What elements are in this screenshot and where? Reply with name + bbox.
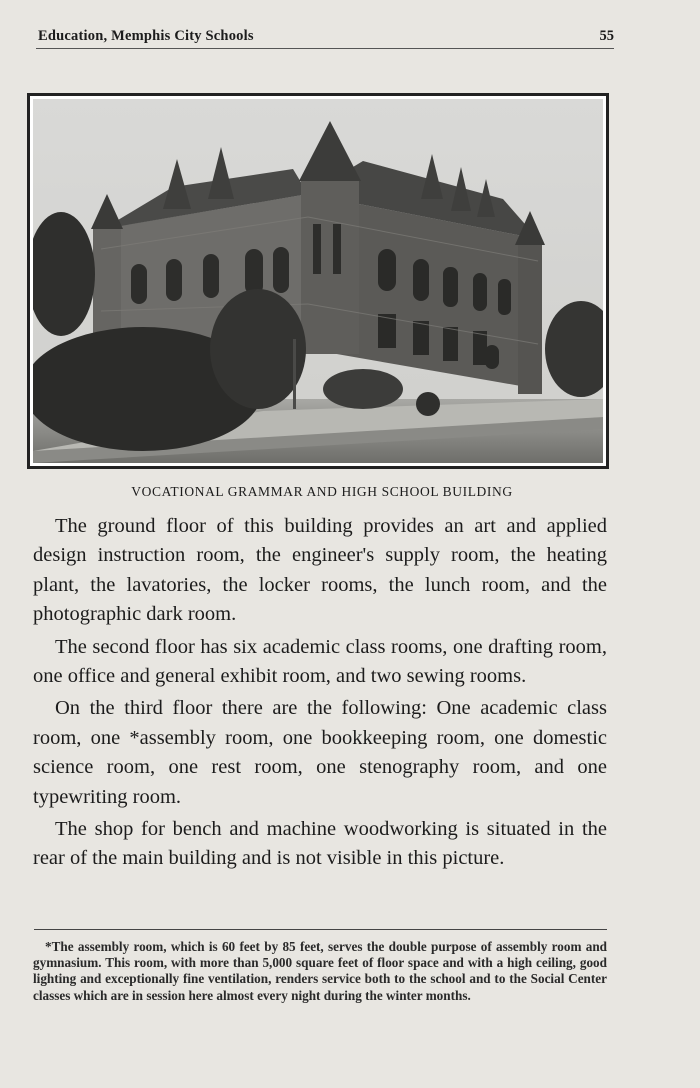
footnote [33, 939, 607, 1004]
running-head [36, 26, 614, 49]
footnote-text: *The assembly room, which is 60 feet by 85 feet, serves the double purpose of assembly room and gymnasium. This room, with more than 5,000 square feet of floor space and with a high ceiling, good lighting and exceptionally fine ventilation, renders service both to the school and to the Social Center classes which are in session here almost every night during the winter months. [33, 939, 607, 1003]
school-building-illustration [33, 99, 603, 463]
paragraph: The ground floor of this building provides an art and applied design instruction room, the engineer's supply room, the heating plant, the lavatories, the locker rooms, the lunch room, and the photographic dark room. [33, 515, 607, 626]
figure-caption: VOCATIONAL GRAMMAR AND HIGH SCHOOL BUILDING [131, 484, 513, 499]
building-photograph [27, 93, 609, 469]
page-number: 55 [599, 28, 614, 44]
paragraph: The shop for bench and machine woodworking is situated in the rear of the main building and is not visible in this picture. [33, 818, 607, 870]
footnote-rule [34, 929, 607, 930]
running-title: Education, Memphis City Schools [38, 28, 254, 44]
paragraph: On the third floor there are the following: One academic class room, one *assembly room, one bookkeeping room, one domestic science room, one rest room, one stenography room, and one typewriting room. [33, 697, 607, 808]
body-text [33, 512, 607, 877]
paragraph: The second floor has six academic class rooms, one drafting room, one office and general exhibit room, and two sewing rooms. [33, 635, 607, 688]
